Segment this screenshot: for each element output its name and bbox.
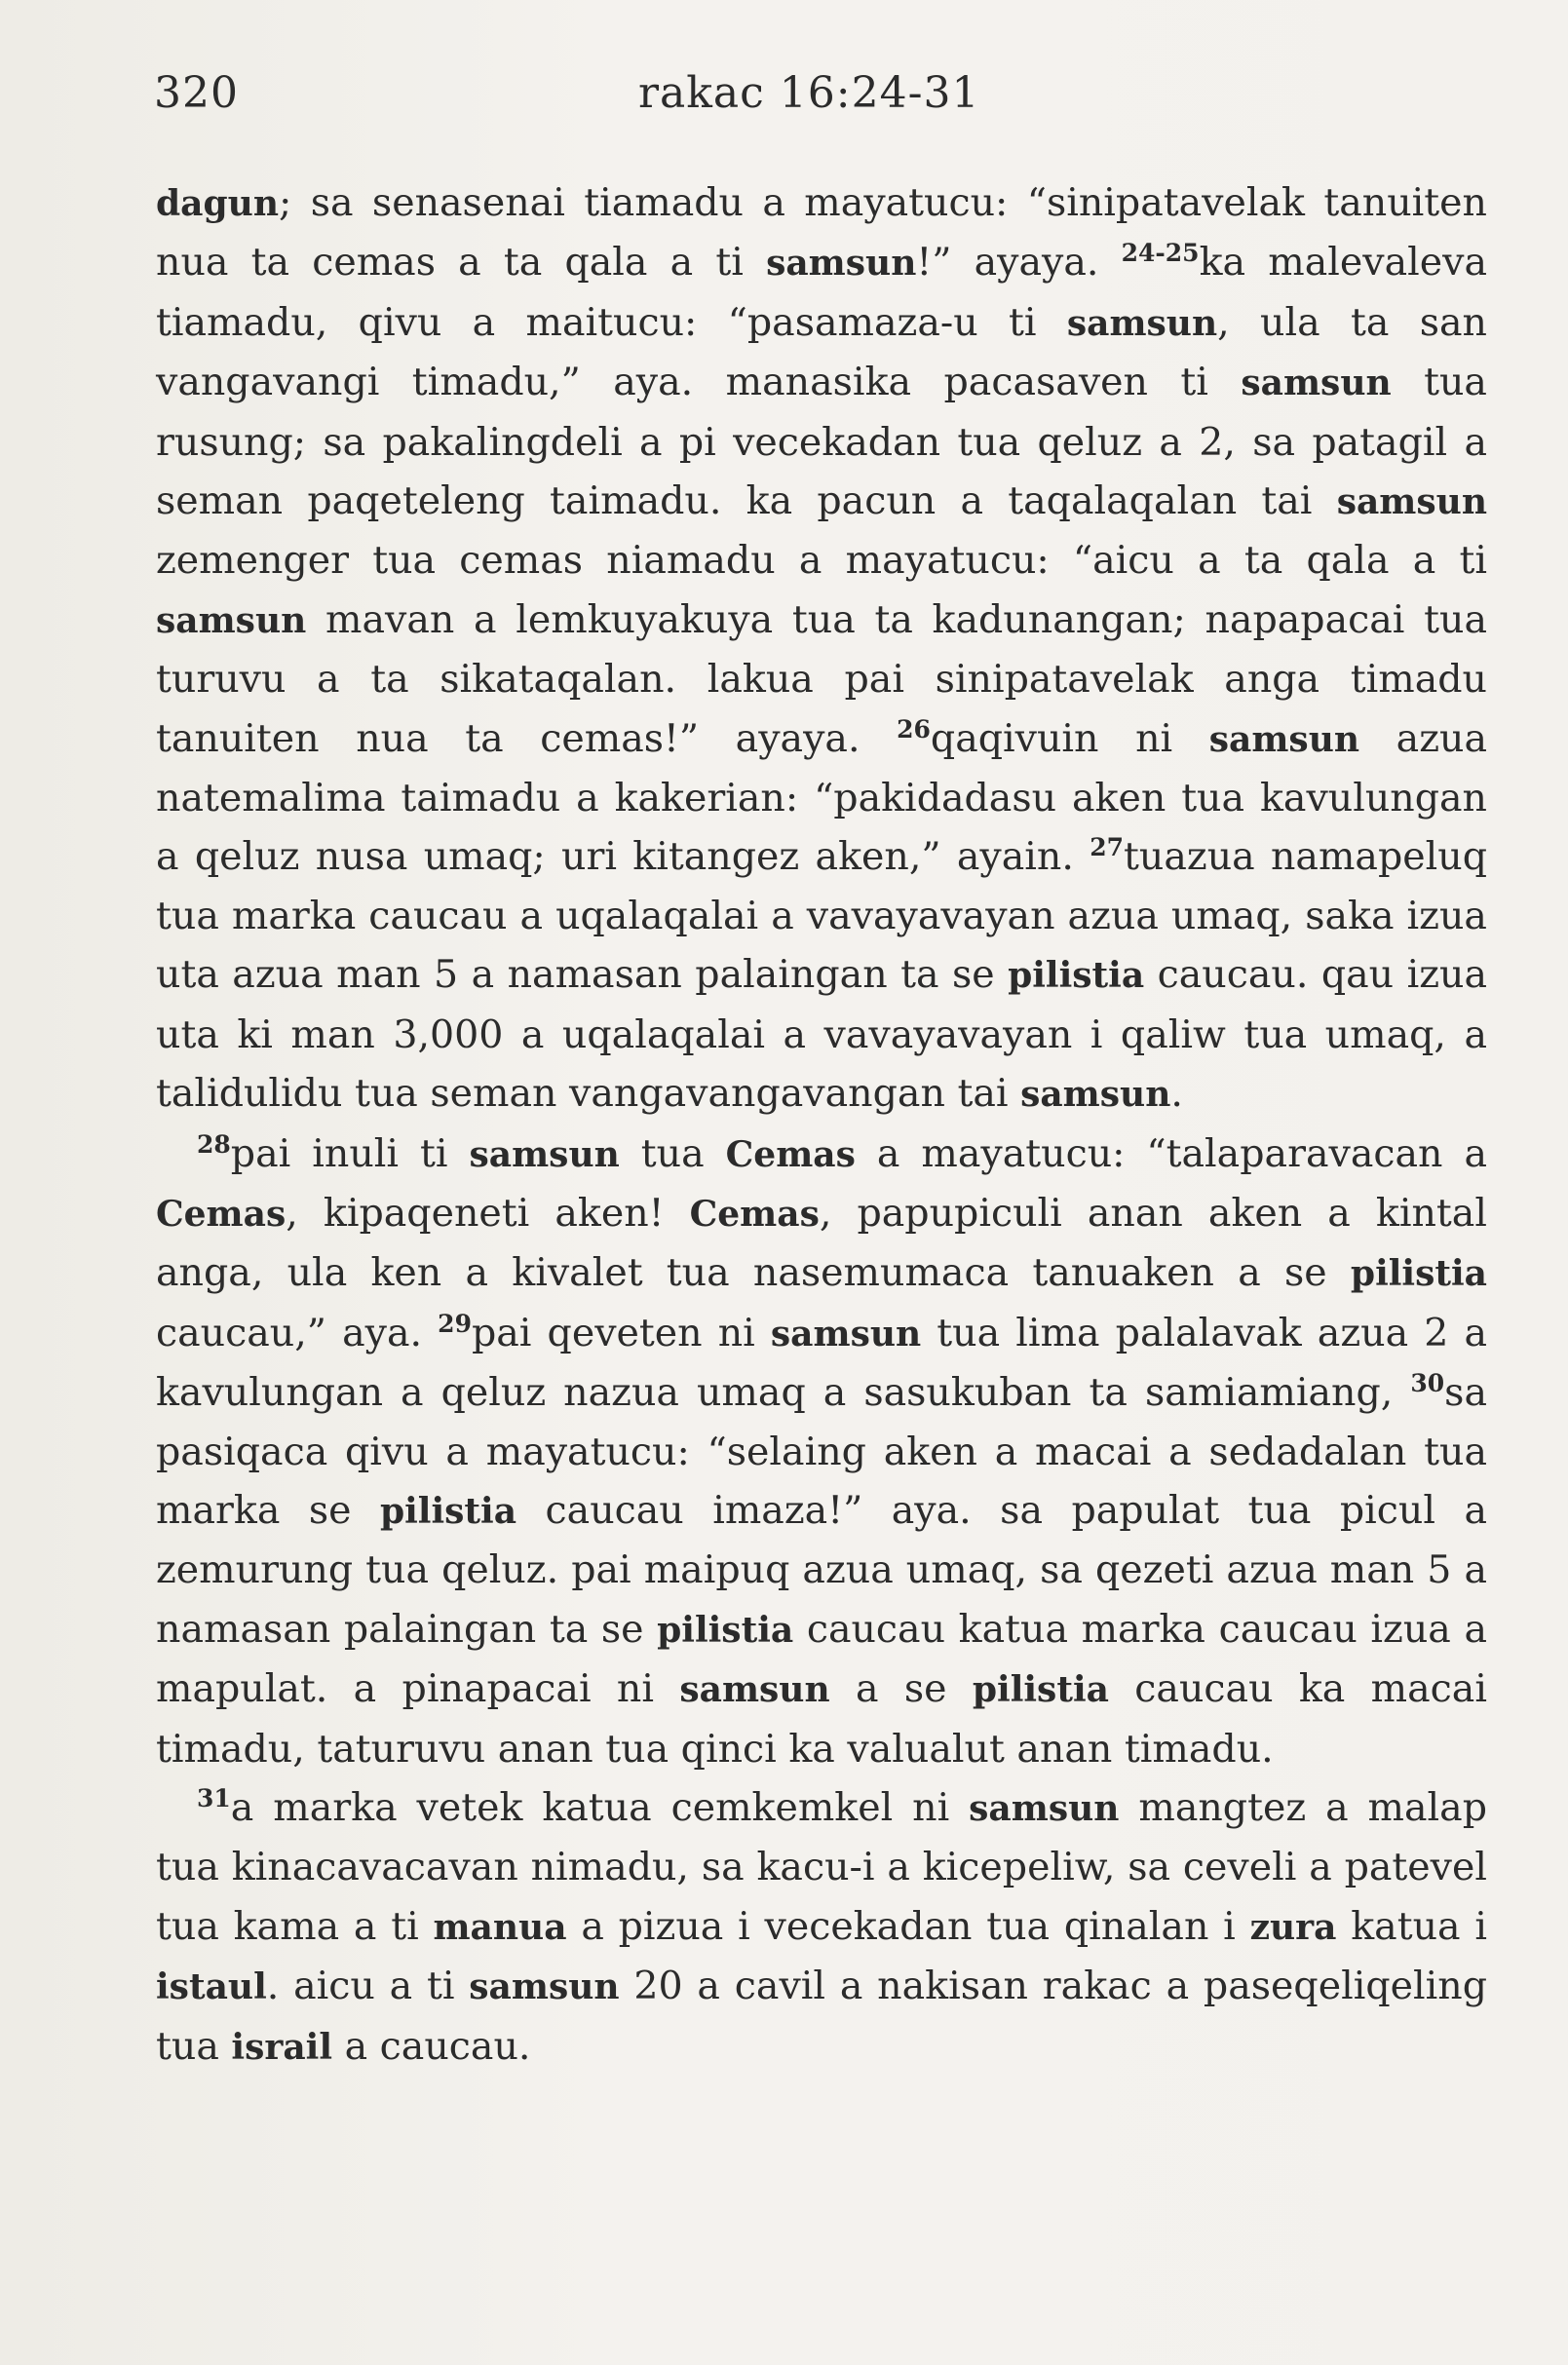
- proper-name: pilistia: [379, 1490, 517, 1532]
- text-run: caucau katua marka caucau izua a mapulat. a pinapacai ni: [156, 1606, 1487, 1712]
- verse-number: 26: [897, 714, 931, 744]
- text-run: caucau imaza!” aya. sa papulat tua picul a zemurung tua qeluz. pai maipuq azua umaq, sa qezeti azua man 5 a namasan palaingan ta se: [156, 1487, 1487, 1652]
- scripture-text: [156, 173, 1487, 2077]
- text-run: 20 a cavil a nakisan rakac a paseqeliqeling tua: [156, 1964, 1487, 2069]
- text-run: ka malevaleva tiamadu, qivu a maitucu: “pasamaza-u ti: [156, 240, 1488, 345]
- proper-name: samsun: [1336, 481, 1487, 523]
- verse-number: 30: [1410, 1369, 1445, 1398]
- proper-name: samsun: [1241, 362, 1392, 404]
- text-run: qaqivuin ni: [930, 715, 1209, 761]
- proper-name: Cemas: [156, 1193, 287, 1235]
- proper-name: dagun: [156, 183, 280, 224]
- text-run: tua lima palalavak azua 2 a kavulungan a qeluz nazua umaq a sasukuban ta samiamiang,: [156, 1310, 1488, 1416]
- proper-name: pilistia: [972, 1669, 1109, 1711]
- proper-name: samsun: [469, 1966, 620, 2008]
- running-head: rakac 16:24-31: [638, 68, 980, 118]
- proper-name: samsun: [969, 1787, 1120, 1829]
- proper-name: pilistia: [1350, 1253, 1487, 1295]
- text-run: .: [1170, 1071, 1183, 1117]
- proper-name: manua: [433, 1906, 567, 1948]
- text-run: sa pasiqaca qivu a mayatucu: “selaing aken a macai a sedadalan tua marka se: [156, 1370, 1487, 1533]
- text-run: pai inuli ti: [230, 1130, 470, 1176]
- text-run: , kipaqeneti aken!: [286, 1190, 690, 1236]
- text-run: !” ayaya.: [916, 240, 1122, 286]
- text-run: , ula ta san vangavangi timadu,” aya. manasika pacasaven ti: [156, 299, 1487, 405]
- proper-name: pilistia: [1008, 955, 1145, 997]
- text-run: a se: [829, 1666, 973, 1712]
- verse-number: 27: [1090, 833, 1125, 862]
- paragraph: [156, 1778, 1487, 2077]
- text-run: , papupiculi anan aken a kintal anga, ula ken a kivalet tua nasemumaca tanuaken a se: [156, 1190, 1487, 1296]
- proper-name: samsun: [469, 1133, 620, 1175]
- text-run: caucau. qau izua uta ki man 3,000 a uqalaqalai a vavayavayan i qaliw tua umaq, a talidulidu tua seman vangavangavangan tai: [156, 952, 1488, 1117]
- text-run: a mayatucu: “talaparavacan a: [855, 1130, 1488, 1176]
- proper-name: Cemas: [689, 1193, 820, 1235]
- proper-name: samsun: [1208, 718, 1360, 760]
- proper-name: samsun: [1020, 1074, 1171, 1116]
- paragraph: [156, 173, 1487, 1125]
- verse-number: 24-25: [1121, 239, 1200, 268]
- proper-name: samsun: [766, 243, 917, 285]
- text-run: ; sa senasenai tiamadu a mayatucu: “sinipatavelak tanuiten nua ta cemas a ta qala a ti: [156, 180, 1487, 286]
- text-run: a pizua i vecekadan tua qinalan i: [566, 1903, 1250, 1949]
- verse-number: 29: [438, 1309, 472, 1338]
- proper-name: samsun: [770, 1313, 922, 1354]
- text-run: azua natemalima taimadu a kakerian: “pakidadasu aken tua kavulungan a qeluz nusa umaq; uri kitangez aken,” ayain.: [156, 715, 1488, 880]
- text-run: mavan a lemkuyakuya tua ta kadunangan; napapacai tua turuvu a ta sikataqalan. lakua pai sinipatavelak anga timadu tanuiten nua ta cemas!” ayaya.: [156, 596, 1487, 761]
- proper-name: samsun: [156, 599, 307, 641]
- paragraph: [156, 1125, 1487, 1778]
- text-run: katua i: [1336, 1903, 1487, 1949]
- text-run: . aicu a ti: [266, 1964, 470, 2009]
- verse-number: 31: [197, 1783, 231, 1812]
- proper-name: pilistia: [657, 1609, 794, 1651]
- text-run: tua: [619, 1130, 726, 1176]
- proper-name: israil: [231, 2026, 333, 2068]
- text-run: pai qeveten ni: [471, 1310, 771, 1355]
- proper-name: samsun: [1066, 302, 1218, 344]
- text-run: tua rusung; sa pakalingdeli a pi vecekadan tua qeluz a 2, sa patagil a seman paqeteleng taimadu. ka pacun a taqalaqalan tai: [156, 360, 1487, 524]
- proper-name: samsun: [679, 1669, 830, 1711]
- text-run: caucau,” aya.: [156, 1310, 439, 1355]
- page-header: [0, 68, 1568, 136]
- text-run: zemenger tua cemas niamadu a mayatucu: “aicu a ta qala a ti: [156, 538, 1487, 584]
- proper-name: Cemas: [725, 1133, 856, 1175]
- page-number: 320: [154, 68, 239, 118]
- verse-number: 28: [197, 1129, 231, 1159]
- text-run: a marka vetek katua cemkemkel ni: [230, 1784, 970, 1830]
- text-run: tuazua namapeluq tua marka caucau a uqalaqalai a vavayavayan azua umaq, saka izua uta azua man 5 a namasan palaingan ta se: [156, 834, 1487, 998]
- text-run: caucau ka macai timadu, taturuvu anan tua qinci ka valualut anan timadu.: [156, 1666, 1487, 1772]
- text-run: mangtez a malap tua kinacavacavan nimadu, sa kacu-i a kicepeliw, sa ceveli a patevel tua kama a ti: [156, 1784, 1487, 1949]
- proper-name: zura: [1249, 1906, 1337, 1948]
- proper-name: istaul: [156, 1966, 267, 2008]
- text-run: a caucau.: [332, 2023, 531, 2069]
